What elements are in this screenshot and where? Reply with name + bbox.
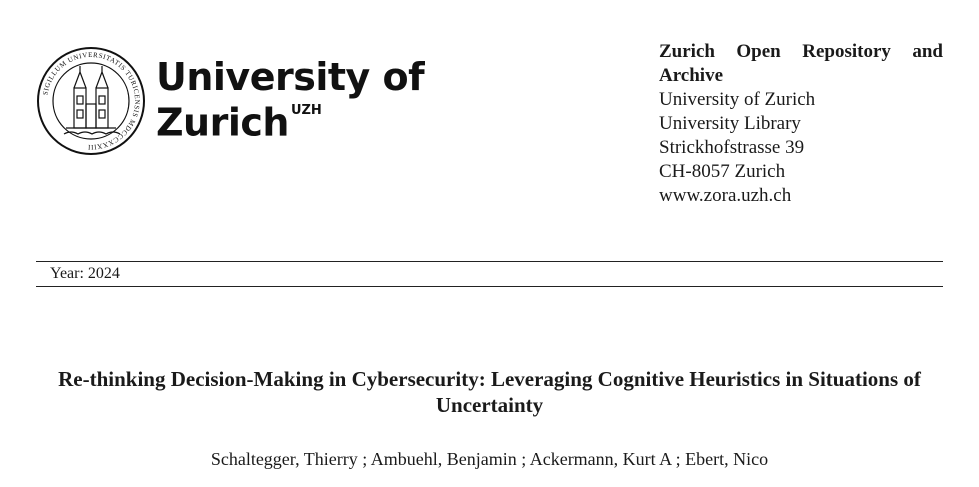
wordmark-zurich: Zurich [156, 100, 289, 145]
paper-title: Re-thinking Decision-Making in Cybersecurity: Leveraging Cognitive Heuristics in Situations of Uncertainty [58, 367, 921, 417]
address-line: University of Zurich [659, 89, 816, 110]
university-seal-icon [36, 46, 146, 156]
address-line: Strickhofstrasse 39 [659, 137, 805, 158]
svg-text:SIGILLUM UNIVERSITATIS TURICEN [41, 51, 141, 151]
address-line: University Library [659, 113, 801, 134]
university-wordmark [156, 56, 424, 144]
repo-name-line2: Archive [659, 65, 724, 86]
repo-name-word: Repository [802, 41, 891, 62]
seal-text: SIGILLUM UNIVERSITATIS TURICENSIS MDCCCXXXIII [41, 50, 142, 152]
paper-authors: Schaltegger, Thierry ; Ambuehl, Benjamin ; Ackermann, Kurt A ; Ebert, Nico [210, 449, 769, 469]
repository-address [659, 40, 943, 208]
divider-top [36, 261, 943, 262]
divider-bottom [36, 286, 943, 287]
repository-url[interactable]: www.zora.uzh.ch [659, 185, 792, 206]
repo-name-word: and [912, 41, 943, 62]
repository-name [659, 40, 943, 88]
repo-name-word: Open [736, 41, 781, 62]
wordmark-line1: University of [156, 55, 425, 99]
wordmark-uzh: UZH [290, 103, 322, 118]
address-line: CH-8057 Zurich [659, 161, 786, 182]
wordmark-line2 [156, 98, 424, 144]
year-label: Year: 2024 [50, 265, 120, 282]
repo-name-word: Zurich [659, 41, 715, 62]
